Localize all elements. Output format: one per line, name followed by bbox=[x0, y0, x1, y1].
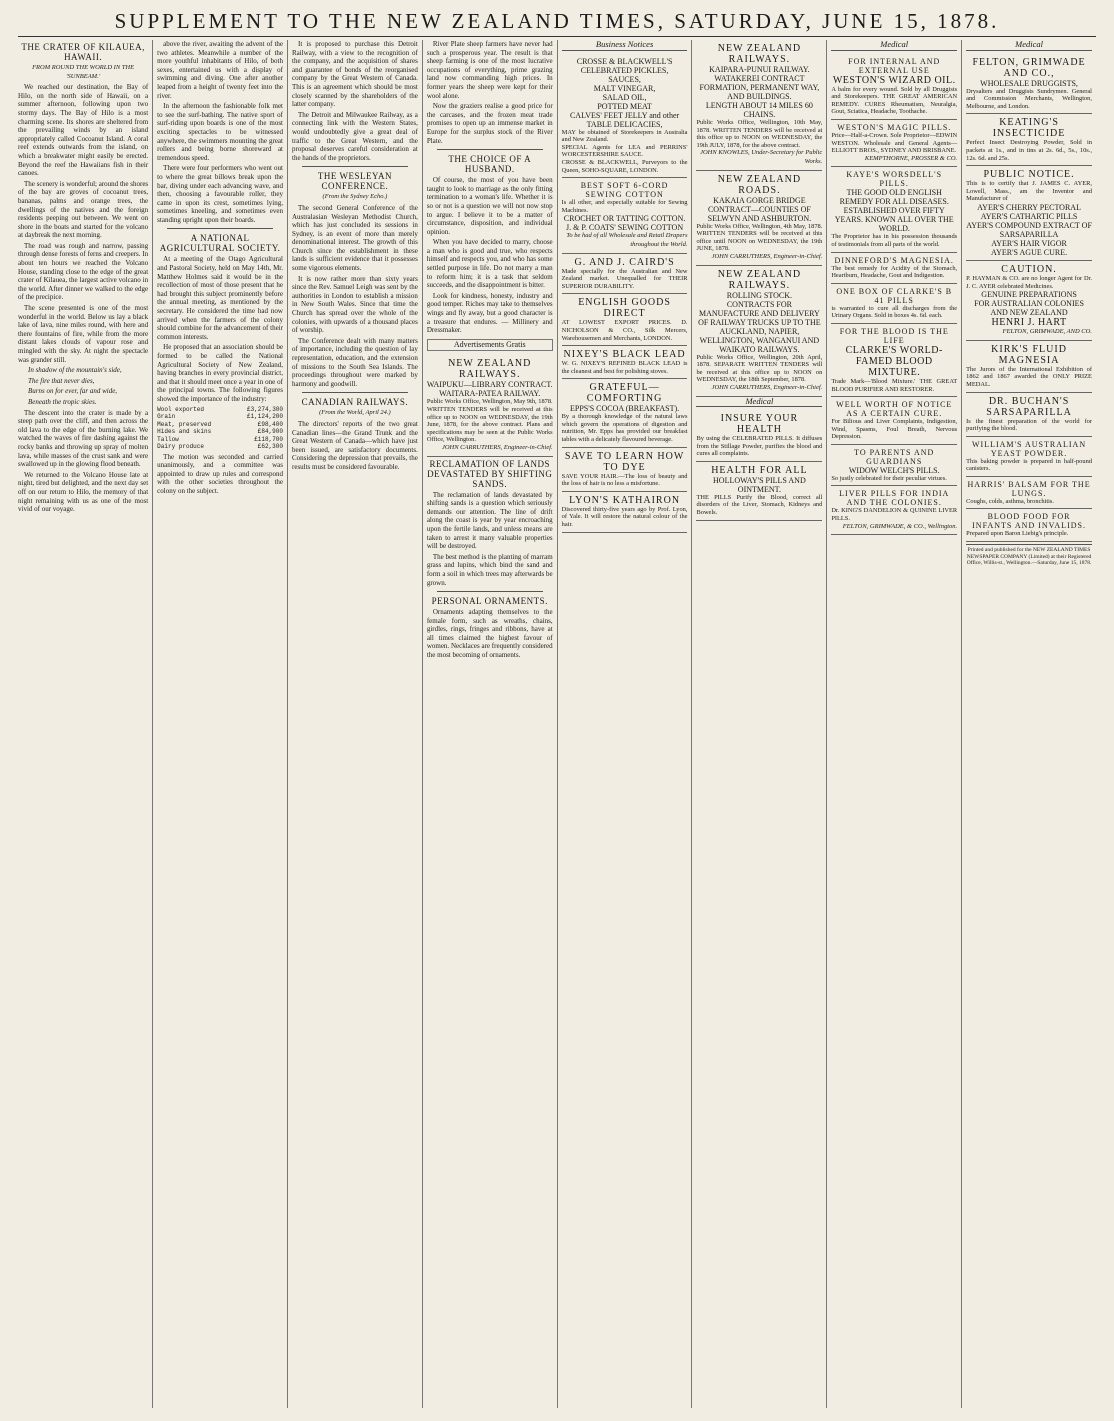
ad-signature: FELTON, GRIMWADE, AND CO. bbox=[1002, 328, 1092, 336]
ad-title: KAYE'S WORSDELL'S PILLS. bbox=[846, 170, 943, 189]
ad-title: WILLIAM'S AUSTRALIAN YEAST POWDER. bbox=[972, 439, 1087, 458]
article-paragraph: The scene presented is one of the most wonderful in the world. Below us lay a black lake of lava, nine miles round, with here and there fountains of fire, while from the more distant lakes clouds of vapour rose and mingled with the sky. At night the spectacle was grander still. bbox=[18, 304, 149, 364]
article-subline: (From the World, April 24.) bbox=[319, 409, 391, 417]
article-headline: THE WESLEYAN CONFERENCE. bbox=[317, 171, 392, 192]
table-cell: Tallow bbox=[157, 435, 179, 443]
ad-subtitle: LENGTH ABOUT 14 MILES 60 CHAINS. bbox=[705, 101, 813, 119]
ad-title: DINNEFORD'S MAGNESIA. bbox=[834, 255, 954, 265]
ad-body: The Jurors of the International Exhibition of 1862 and 1867 awarded the ONLY PRIZE MEDAL. bbox=[966, 365, 1092, 388]
ad-title: NEW ZEALAND RAILWAYS. bbox=[448, 358, 532, 381]
ad-subtitle: HENRI J. HART bbox=[991, 317, 1067, 329]
advertisement bbox=[696, 410, 822, 462]
article-paragraph: The Detroit and Milwaukee Railway, as a connecting link with the Western States, would undoubtedly give a great deal of traffic to the Great Western, and the proposal deserves careful consideration at the hands of the proprietors. bbox=[292, 110, 418, 162]
article-paragraph: Of course, the most of you have been taught to look to marriage as the only fitting termination to a woman's life. Whether it is so or not is a question we will not now stop to argue. I believe it to be a matter of circumstance, disposition, and individual opinion. bbox=[426, 176, 553, 236]
ad-body: By a thorough knowledge of the natural laws which govern the operations of digestion and nutrition, Mr. Epps has provided our breakfast tables with a delicately flavoured beverage. bbox=[561, 413, 688, 444]
ad-subtitle: J. & P. COATS' SEWING COTTON bbox=[566, 223, 684, 233]
table-row bbox=[157, 428, 283, 436]
article-subline: (From the Sydney Echo.) bbox=[322, 193, 388, 201]
ad-body: Perfect Insect Destroying Powder, Sold in packets at 1s., and in tins at 2s. 6d., 5s., 10s., 12s. 6d. and 25s. bbox=[966, 139, 1092, 162]
table-row bbox=[157, 436, 283, 444]
notice-line: CALVES' FEET JELLY and other TABLE DELICACIES, bbox=[569, 110, 680, 129]
ad-title: NEW ZEALAND RAILWAYS. bbox=[717, 43, 802, 65]
ad-body: SAVE YOUR HAIR.—The loss of beauty and the loss of hair is no less a misfortune. bbox=[561, 472, 688, 488]
masthead bbox=[18, 6, 1096, 37]
table-row bbox=[157, 406, 283, 414]
ad-body: Made specially for the Australian and New Zealand market. Unequalled for THEIR SUPERIOR DURABILITY. bbox=[561, 267, 688, 290]
verse-line: The fire that never dies, bbox=[28, 376, 95, 385]
article-paragraph: When you have decided to marry, choose a man who is good and true, who respects himself and respects you, and who has some settled purpose in life. Do not marry a man to reform him; it is a task that seldom succeeds, and the disappointment is bitter. bbox=[426, 238, 553, 290]
article-paragraph: The Conference dealt with many matters of importance, including the question of lay representation, education, and the extension of missions to the South Sea Islands. The proceedings throughout were marked by harmony and goodwill. bbox=[292, 336, 418, 388]
article-paragraph: The second General Conference of the Australasian Wesleyan Methodist Church, which has just concluded its sessions in Sydney, is an event of more than merely denominational interest. The growth of this Church since the establishment in these lands is sufficient evidence that it possesses some vigorous elements. bbox=[292, 203, 418, 273]
article-headline: PERSONAL ORNAMENTS. bbox=[431, 596, 548, 607]
article-paragraph: The descent into the crater is made by a steep path over the cliff, and then across the old lava to the edge of the burning lake. We watched the waves of fire dashing against the rocky banks and throwing up spray of molten lava, while masses of the crust sank and were swallowed up in the glowing flood beneath. bbox=[18, 408, 149, 469]
table-row bbox=[157, 421, 283, 429]
ad-body: A balm for every wound. Sold by all Druggists and Storekeepers. THE GREAT AMERICAN REMEDY. CURES Rheumatism, Neuralgia, Gout, Sciatica, Headache, Toothache. bbox=[831, 85, 958, 116]
ad-subtitle: EPPS'S COCOA (BREAKFAST). bbox=[570, 404, 680, 414]
ad-body: The Proprietor has in his possession thousands of testimonials from all parts of the world. bbox=[831, 233, 958, 248]
column-3 bbox=[287, 40, 422, 1408]
advertisement bbox=[966, 393, 1092, 437]
ad-title: TO PARENTS AND GUARDIANS bbox=[854, 447, 935, 466]
ad-subtitle: CROCHET OR TATTING COTTON. bbox=[563, 214, 686, 224]
ad-title: INSURE YOUR HEALTH bbox=[720, 413, 799, 436]
ad-body: Public Works Office, Wellington, 4th May, 1878. WRITTEN TENDERS will be received at this office until NOON on WEDNESDAY, the 19th JUNE, 1878. bbox=[696, 222, 823, 253]
ad-body: Is all other, and especially suitable for Sewing Machines. bbox=[561, 199, 688, 214]
advertisement bbox=[831, 445, 957, 487]
advertisement bbox=[696, 462, 822, 521]
column-8 bbox=[961, 40, 1096, 1408]
table-cell: £1,124,200 bbox=[246, 413, 283, 421]
table-cell: £118,700 bbox=[254, 435, 283, 443]
ad-title: G. AND J. CAIRD'S bbox=[574, 256, 675, 268]
article-paragraph: We returned to the Volcano House late at night, tired but delighted, and the next day set off on our return to Hilo, the memory of that night remaining with us as one of the most vivid of our voyage. bbox=[18, 470, 149, 514]
ad-body: Public Works Office, Wellington, May 9th, 1878. WRITTEN TENDERS will be received at this office up to NOON on WEDNESDAY, the 19th June, 1878, for the above contract. Plans and specifications may be seen at the Public Works Office, Wellington. bbox=[426, 398, 553, 444]
advertisement bbox=[831, 486, 957, 535]
article-paragraph: There were four performers who went out to where the great billows break upon the bar, diving under each advancing wave, and then, choosing a favourable roller, they came in upon its crest, sometimes lying, sometimes kneeling, and sometimes even standing upright upon their boards. bbox=[157, 164, 283, 224]
section-heading: Medical bbox=[966, 40, 1092, 51]
ad-body: So justly celebrated for their peculiar virtues. bbox=[831, 474, 947, 482]
notice-line: SPECIAL Agents for LEA and PERRINS' WORCESTERSHIRE SAUCE. bbox=[561, 143, 688, 159]
ad-title: GRATEFUL—COMFORTING bbox=[586, 382, 663, 405]
article-paragraph: He proposed that an association should be formed to be called the National Agricultural Society of New Zealand, having branches in every provincial district, and that it should meet once a year in one of the principal towns. The following figures showed the importance of the industry: bbox=[157, 343, 283, 403]
column-2 bbox=[152, 40, 287, 1408]
advertisement bbox=[966, 261, 1092, 341]
article-paragraph: It is now rather more than sixty years since the Rev. Samuel Leigh was sent by the authorities in London to establish a mission in New South Wales. Since that time the Church has spread over the whole of the colonies, with upwards of a thousand places of worship. bbox=[292, 274, 418, 335]
ad-body: Discovered thirty-five years ago by Prof. Lyon, of Yale. It will restore the natural colour of the hair. bbox=[561, 505, 688, 529]
advertisement bbox=[831, 120, 957, 167]
ad-title: NIXEY'S BLACK LEAD bbox=[563, 349, 686, 361]
advertisement bbox=[966, 437, 1092, 477]
notice-line: MAY be obtained of Storekeepers in Australia and New Zealand. bbox=[561, 128, 688, 144]
ad-subtitle: WESTON'S WIZARD OIL. bbox=[832, 74, 956, 86]
advertisement bbox=[562, 54, 688, 179]
advertisement bbox=[966, 341, 1092, 393]
notice-line: POTTED MEAT bbox=[597, 101, 652, 111]
ad-signature: JOHN CARRUTHERS, Engineer-in-Chief. bbox=[711, 383, 823, 391]
advertisement bbox=[966, 114, 1092, 166]
table-cell: Grain bbox=[157, 413, 176, 421]
notice-line: MALT VINEGAR, bbox=[593, 83, 656, 93]
ad-title: BEST SOFT 6-CORD SEWING COTTON bbox=[580, 181, 669, 200]
ad-body: Drysalters and Druggists Sundrymen. General and Commission Merchants, Wellington, Melbourne, and London. bbox=[966, 87, 1092, 110]
ad-title: KIRK'S FLUID MAGNESIA bbox=[991, 343, 1067, 366]
article-headline: RECLAMATION OF LANDS DEVASTATED BY SHIFTING SANDS. bbox=[427, 458, 553, 489]
advertisement bbox=[696, 171, 822, 266]
ad-body: Is the finest preparation of the world for purifying the blood. bbox=[966, 417, 1092, 433]
ad-body: is warranted to cure all discharges from the Urinary Organs. Sold in boxes 4s. 6d. each. bbox=[831, 304, 958, 320]
article-paragraph: At a meeting of the Otago Agricultural and Pastoral Society, held on May 14th, Mr. Matthew Holmes said it would be in the recollection of most of those present that he had brought this subject prominently before the annual meeting, as mentioned by the secretary. He considered the time had now arrived when the farmers of the colony should combine for the advancement of their common interests. bbox=[157, 255, 283, 341]
notice-line: CROSSE & BLACKWELL, Purveyors to the Queen, SOHO-SQUARE, LONDON. bbox=[561, 158, 688, 174]
article-paragraph: The directors' reports of the two great Canadian lines—the Grand Trunk and the Great Western of Canada—which have just been issued, are satisfactory documents. Considering the depression that prevails, the results must be considered favourable. bbox=[292, 419, 418, 471]
ad-title: ONE BOX OF CLARKE'S B 41 PILLS bbox=[836, 286, 953, 305]
notice-line: SAUCES, bbox=[608, 74, 641, 84]
ad-list-item: AYER'S COMPOUND EXTRACT OF SARSAPARILLA bbox=[966, 220, 1092, 239]
article-headline: A NATIONAL AGRICULTURAL SOCIETY. bbox=[159, 233, 281, 254]
article-paragraph: The scenery is wonderful; around the shores of the bay are groves of cocoanut trees, bananas, palms and orange trees, the dwellings of the natives and the foreign residents peeping out between. We went on shore in the boats and started for the volcano at daybreak the next morning. bbox=[18, 179, 149, 240]
ad-title: HEALTH FOR ALL bbox=[711, 464, 808, 476]
ad-body: Coughs, colds, asthma, bronchitis. bbox=[966, 497, 1055, 505]
divider bbox=[167, 228, 273, 229]
divider bbox=[302, 392, 408, 393]
article-paragraph: above the river, awaiting the advent of the two athletes. Meanwhile a number of the more youthful inhabitants of Hilo, of both sexes, entertained us with a display of swimming and diving. One after another leaped from a height of twenty feet into the river. bbox=[157, 40, 283, 100]
advertisement bbox=[831, 324, 957, 397]
advertisement bbox=[966, 166, 1092, 261]
article-paragraph: In the afternoon the fashionable folk met to see the surf-bathing. The native sport of surf-riding upon boards is one of the most exciting spectacles to be witnessed anywhere, the swimmers mounting the great rollers and being borne shoreward at tremendous speed. bbox=[157, 102, 283, 162]
advertisement bbox=[966, 477, 1092, 510]
ad-title: WELL WORTH OF NOTICE AS A CERTAIN CURE. bbox=[836, 400, 953, 419]
figures-table bbox=[157, 406, 283, 451]
article-paragraph: The best method is the planting of marram grass and lupins, which bind the sand and form a soil in which trees may afterwards be grown. bbox=[426, 552, 553, 587]
advertisement bbox=[562, 254, 688, 295]
ad-title: FOR INTERNAL AND EXTERNAL USE bbox=[848, 56, 941, 75]
table-cell: £62,300 bbox=[257, 443, 283, 451]
advertisement bbox=[562, 379, 688, 447]
ad-title: SAVE TO LEARN HOW TO DYE bbox=[564, 450, 685, 473]
article-paragraph: Look for kindness, honesty, industry and good temper. Riches may take to themselves wings and fly away, but a good character is a treasure that endures. — Millinery and Dressmaker. bbox=[426, 291, 553, 335]
ad-title: CAUTION. bbox=[1001, 263, 1057, 275]
ad-body: The best remedy for Acidity of the Stomach, Heartburn, Headache, Gout and Indigestion. bbox=[831, 264, 958, 280]
divider bbox=[437, 591, 543, 592]
advertisement bbox=[562, 448, 688, 492]
ad-subtitle: WATAKEREI CONTRACT FORMATION, PERMANENT WAY, AND BUILDINGS. bbox=[699, 74, 820, 101]
ad-subtitle: WHOLESALE DRUGGISTS, bbox=[980, 78, 1078, 88]
ad-title: PUBLIC NOTICE. bbox=[983, 169, 1075, 181]
ad-title: NEW ZEALAND ROADS. bbox=[717, 173, 802, 196]
advertisement bbox=[831, 284, 957, 324]
ad-body: AT LOWEST EXPORT PRICES. D. NICHOLSON & CO., Silk Mercers, Warehousemen and Merchants, LONDON. bbox=[561, 319, 688, 342]
ad-subtitle: KAIPARA-PUNUI RAILWAY. bbox=[709, 65, 810, 74]
ad-body: Prepared upon Baron Liebig's principle. bbox=[966, 530, 1069, 538]
ad-subtitle: ROLLING STOCK. bbox=[726, 290, 792, 300]
column-4 bbox=[422, 40, 557, 1408]
verse-line: In shadow of the mountain's side, bbox=[28, 366, 122, 375]
ad-signature: JOHN CARRUTHERS, Engineer-in-Chief. bbox=[711, 252, 823, 260]
divider bbox=[302, 166, 408, 167]
article-headline: THE CHOICE OF A HUSBAND. bbox=[448, 154, 532, 175]
table-cell: Meat, preserved bbox=[157, 420, 212, 428]
advertisement bbox=[427, 355, 553, 456]
column-5 bbox=[557, 40, 692, 1408]
section-banner: Advertisements Gratis bbox=[427, 339, 553, 352]
advertisement bbox=[562, 178, 688, 253]
advertisement bbox=[831, 54, 957, 120]
ad-body: Public Works Office, Wellington, 20th April, 1878. SEPARATE WRITTEN TENDERS will be received at this office up to NOON on WEDNESDAY, the 18th September, 1878. bbox=[696, 353, 823, 384]
advertisement bbox=[831, 397, 957, 445]
table-cell: Wool exported bbox=[157, 405, 204, 413]
ad-title: FELTON, GRIMWADE AND CO., bbox=[972, 56, 1086, 79]
ad-body: Price—Half-a-Crown. Sole Proprietor—EDWIN WESTON. Wholesale and General Agents—ELLIOTT BROS., SYDNEY AND BRISBANE. bbox=[831, 131, 958, 155]
column-7 bbox=[826, 40, 961, 1408]
ad-signature: JOHN CARRUTHERS, Engineer-in-Chief. bbox=[441, 443, 553, 451]
advertisement bbox=[831, 167, 957, 252]
article-headline: CANADIAN RAILWAYS. bbox=[301, 397, 409, 408]
ad-title: NEW ZEALAND RAILWAYS. bbox=[717, 268, 802, 291]
ad-list-item: AYER'S HAIR VIGOR bbox=[991, 238, 1067, 248]
advertisement bbox=[696, 266, 822, 397]
ad-subtitle: FOR AUSTRALIAN COLONIES AND NEW ZEALAND bbox=[974, 299, 1084, 318]
ad-body: For Bilious and Liver Complaints, Indigestion, Wind, Spasms, Foul Breath, Nervous Depression. bbox=[831, 418, 958, 441]
table-cell: Hides and skins bbox=[157, 428, 212, 436]
ad-subtitle: CONTRACTS FOR MANUFACTURE AND DELIVERY OF RAILWAY TRUCKS UP TO THE AUCKLAND, NAPIER, WELLINGTON, WANGANUI AND WAIKATO RAILWAYS. bbox=[698, 299, 821, 354]
ad-list-item: AYER'S CATHARTIC PILLS bbox=[980, 211, 1078, 221]
ad-title: LIVER PILLS FOR INDIA AND THE COLONIES. bbox=[839, 489, 950, 508]
ad-body: Public Works Office, Wellington, 10th May, 1878. WRITTEN TENDERS will be received at this office up to NOON on WEDNESDAY, the 19th JULY, 1878, for the above contract. bbox=[696, 119, 823, 149]
ad-title: FOR THE BLOOD IS THE LIFE bbox=[839, 326, 949, 345]
ad-signature: KEMPTHORNE, PROSSER & CO. bbox=[864, 154, 958, 162]
ad-signature: JOHN KNOWLES, Under-Secretary for Public Works. bbox=[700, 149, 823, 165]
ad-signature: FELTON, GRIMWADE, & CO., Wellington. bbox=[842, 522, 958, 530]
ad-subtitle: GENUINE PREPARATIONS bbox=[981, 290, 1077, 300]
ad-title: WESTON'S MAGIC PILLS. bbox=[837, 122, 952, 132]
section-heading: Business Notices bbox=[562, 40, 688, 51]
article-paragraph: Ornaments adapting themselves to the female form, such as wreaths, chains, girdles, rings, fringes and ribbons, have at all times claimed the highest favour of women. Necklaces are frequently considered the most becoming of ornaments. bbox=[426, 608, 553, 660]
ad-body: Dr. KING'S DANDELION & QUININE LIVER PILLS. bbox=[831, 507, 958, 523]
table-cell: £84,900 bbox=[257, 428, 283, 436]
column-6 bbox=[691, 40, 826, 1408]
ad-title: DR. BUCHAN'S SARSAPARILLA bbox=[986, 395, 1072, 418]
ad-title: HARRIS' BALSAM FOR THE LUNGS. bbox=[967, 479, 1091, 498]
ad-title: LYON'S KATHAIRON bbox=[569, 494, 681, 506]
ad-subtitle: KAKAIA GORGE BRIDGE CONTRACT—COUNTIES OF SELWYN AND ASHBURTON. bbox=[707, 195, 812, 223]
advertisement bbox=[696, 40, 822, 171]
ad-body: By using the CELEBRATED PILLS. It diffuses from the Stillage Powder, purifies the blood and cures all complaints. bbox=[696, 435, 823, 458]
ad-body: This baking powder is prepared in half-pound canisters. bbox=[966, 457, 1092, 473]
table-row bbox=[157, 443, 283, 451]
article-headline: THE CRATER OF KILAUEA, HAWAII. bbox=[21, 42, 145, 62]
ad-subtitle: WAIPUKU—LIBRARY CONTRACT. bbox=[426, 380, 553, 390]
ad-subtitle: THE GOOD OLD ENGLISH REMEDY FOR ALL DISEASES. bbox=[839, 188, 949, 207]
ad-signature: To be had of all Wholesale and Retail Drapers throughout the World. bbox=[566, 232, 688, 248]
notice-line: CROSSE & BLACKWELL'S CELEBRATED PICKLES, bbox=[576, 56, 673, 75]
ad-body: THE PILLS Purify the Blood, correct all disorders of the Liver, Stomach, Kidneys and Bowels. bbox=[696, 493, 823, 517]
section-heading: Medical bbox=[696, 397, 822, 408]
masthead-title: SUPPLEMENT TO THE NEW ZEALAND TIMES, SATURDAY, JUNE 15, 1878. bbox=[114, 9, 1000, 33]
ad-body: This is to certify that J. JAMES C. AYER, Lowell, Mass., am the Inventor and Manufacturer of bbox=[966, 180, 1092, 203]
article-subline: FROM ROUND THE WORLD IN THE 'SUNBEAM.' bbox=[32, 64, 135, 80]
verse-line: Beneath the tropic skies. bbox=[28, 397, 97, 406]
ad-subtitle: WAITARA-PATEA RAILWAY. bbox=[439, 389, 541, 399]
ad-list-item: AYER'S CHERRY PECTORAL bbox=[977, 202, 1081, 212]
article-paragraph: Now the graziers realise a good price for the carcases, and the frozen meat trade promises to open up an immense market in Europe for the surplus stock of the River Plate. bbox=[426, 102, 553, 145]
article-paragraph: The motion was seconded and carried unanimously, and a committee was appointed to draw up rules and correspond with the other societies throughout the colony on the subject. bbox=[157, 452, 283, 495]
ad-title: KEATING'S INSECTICIDE bbox=[992, 117, 1066, 140]
advertisement bbox=[966, 54, 1092, 115]
ad-subtitle: HOLLOWAY'S PILLS AND OINTMENT. bbox=[713, 475, 806, 494]
page-columns bbox=[18, 40, 1096, 1408]
notice-line: SALAD OIL, bbox=[602, 92, 647, 102]
ad-title: BLOOD FOOD FOR INFANTS AND INVALIDS. bbox=[972, 512, 1086, 531]
article-paragraph: The road was rough and narrow, passing through dense forests of ferns and creepers. In about ten hours we reached the Volcano House, standing close to the edge of the great crater of Kilauea, the largest active volcano in the world. After dinner we walked to the edge of the precipice. bbox=[18, 241, 149, 302]
printer-imprint: Printed and published for the NEW ZEALAND TIMES NEWSPAPER COMPANY (Limited) at their Registered Office, Willis-st., Wellington.—Saturday, June 15, 1878. bbox=[966, 544, 1092, 567]
divider bbox=[437, 149, 543, 150]
advertisement bbox=[562, 294, 688, 346]
advertisement bbox=[966, 509, 1092, 542]
table-cell: £3,274,300 bbox=[246, 405, 283, 413]
article-paragraph: The reclamation of lands devastated by shifting sands is a question which seriously demands our attention. The line of drift along the coast is year by year encroaching upon the fertile lands, and unless means are taken to arrest it many valuable properties will be destroyed. bbox=[426, 490, 553, 551]
article-paragraph: River Plate sheep farmers have never had such a prosperous year. The result is that sheep farming is one of the most lucrative occupations of everything, prime grazing land now commanding high prices. In former years the sheep were kept for their wool alone. bbox=[426, 40, 553, 100]
ad-subtitle: ESTABLISHED OVER FIFTY YEARS. KNOWN ALL OVER THE WORLD. bbox=[834, 206, 954, 234]
ad-body: W. G. NIXEY'S REFINED BLACK LEAD is the cleanest and best for polishing stoves. bbox=[561, 360, 688, 375]
ad-title: ENGLISH GOODS DIRECT bbox=[578, 297, 671, 320]
ad-body: Trade Mark—'Blood Mixture.' THE GREAT BLOOD PURIFIER AND RESTORER. bbox=[831, 377, 958, 393]
ad-body: P. HAYMAN & CO. are no longer Agent for Dr. J. C. AYER celebrated Medicines. bbox=[966, 274, 1092, 290]
article-paragraph: We reached our destination, the Bay of Hilo, on the north side of Hawaii, on a summer afternoon, following upon two stormy days. The Bay of Hilo is a most charming scene. Its shores are sheltered from the prevailing winds by an island appropriately called Cocoanut Island. A coral reef extends outwards from the island, on which a breakwater might easily be erected. Beyond the reef the Hawaiians fish in their canoes. bbox=[18, 83, 149, 178]
section-heading: Medical bbox=[831, 40, 957, 51]
table-cell: £98,400 bbox=[257, 420, 283, 428]
column-1 bbox=[18, 40, 152, 1408]
ad-list-item: AYER'S AGUE CURE. bbox=[991, 247, 1068, 257]
article-paragraph: It is proposed to purchase this Detroit Railway, with a view to the recognition of the company, and the acquisition of shares and guarantee of bonds of the reorganised company by the Great Western of Canada. This is an agreement which should be most closely scanned by the shareholders of the latter company. bbox=[292, 40, 418, 109]
table-cell: Dairy produce bbox=[157, 443, 204, 451]
advertisement bbox=[562, 346, 688, 379]
ad-subtitle: CLARKE'S WORLD-FAMED BLOOD MIXTURE. bbox=[845, 344, 943, 378]
verse-line: Burns on for ever, far and wide, bbox=[28, 387, 118, 396]
advertisement bbox=[831, 253, 957, 284]
table-row bbox=[157, 413, 283, 421]
advertisement bbox=[562, 492, 688, 533]
ad-subtitle: WIDOW WELCH'S PILLS. bbox=[848, 465, 940, 475]
